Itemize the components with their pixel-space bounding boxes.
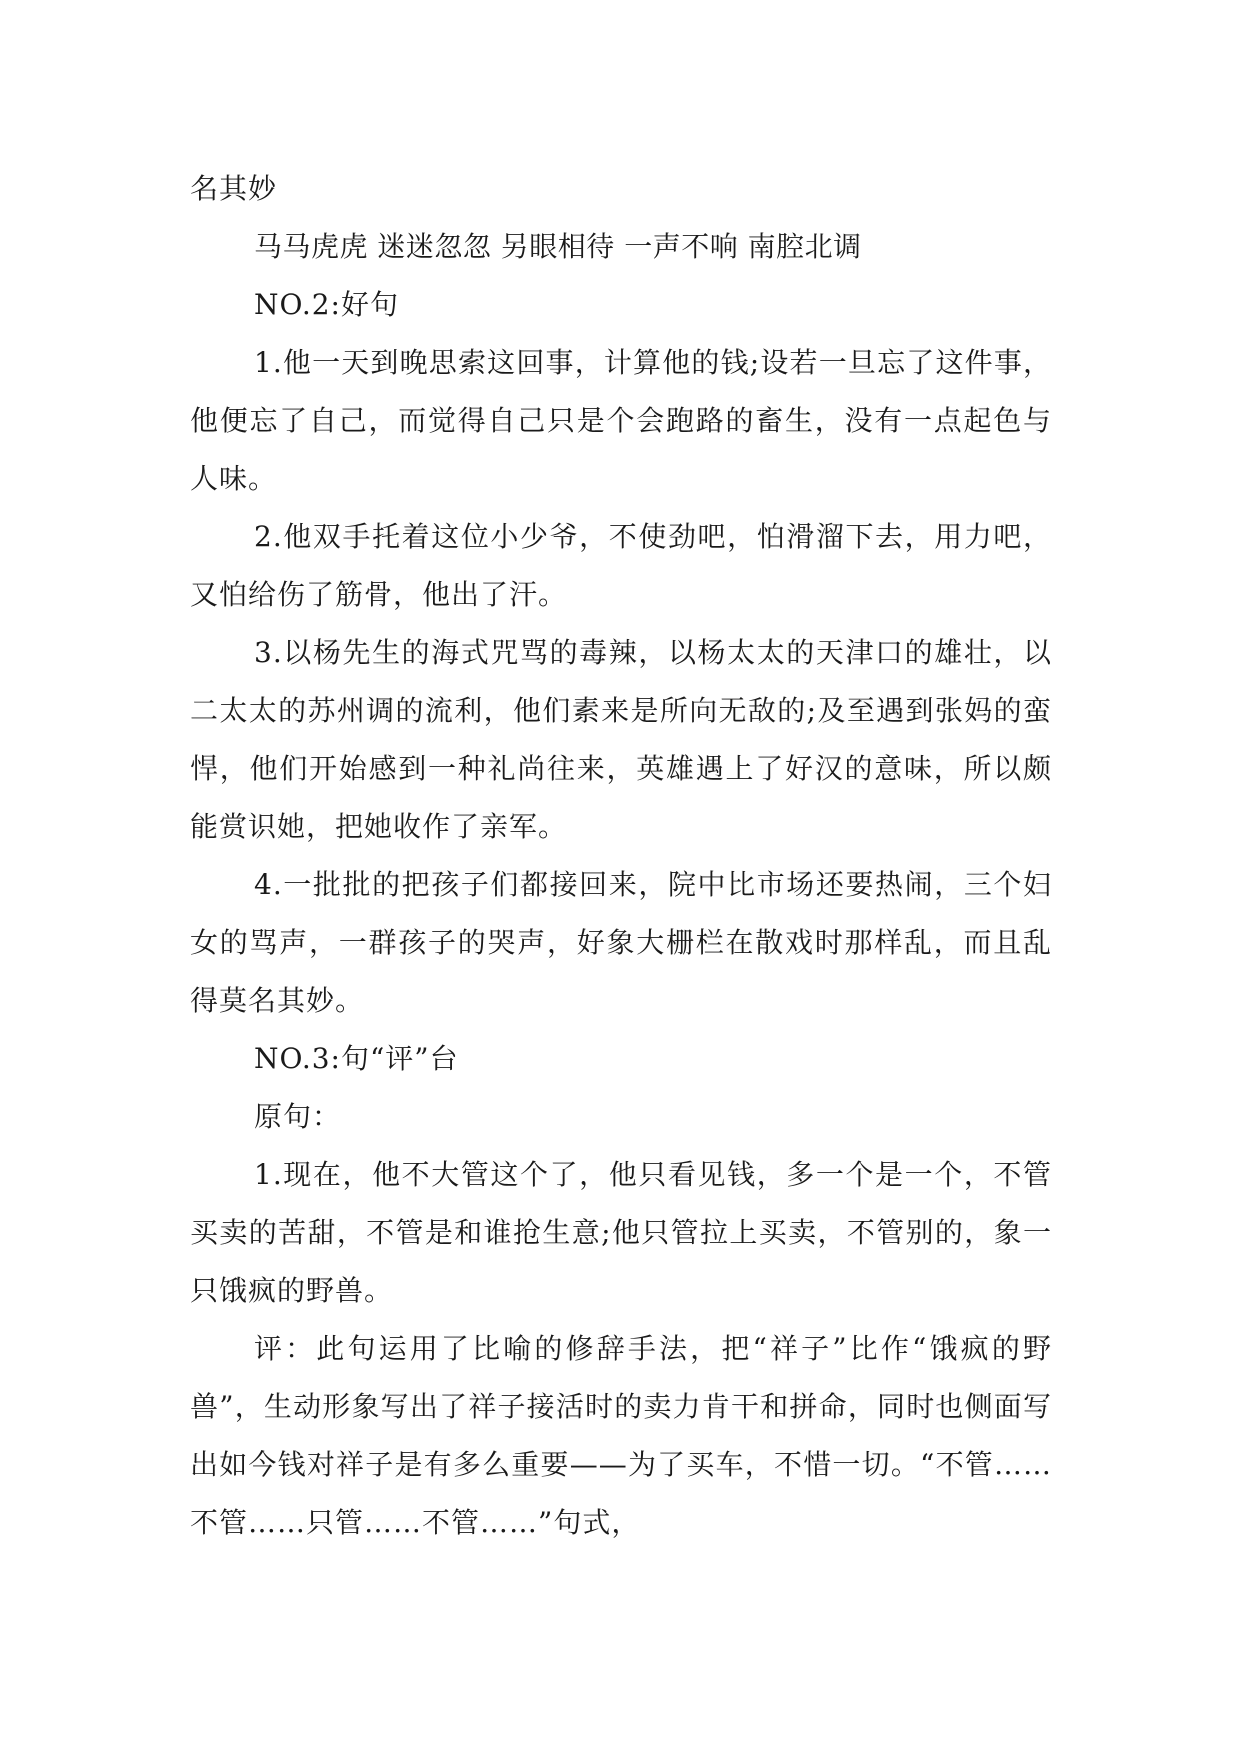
original-sentence-label: 原句：	[254, 1100, 342, 1133]
review-comment-1: 评：此句运用了比喻的修辞手法，把“祥子”比作“饿疯的野兽”，生动形象写出了祥子接活时的卖力肯干和拼命，同时也侧面写出如今钱对祥子是有多么重要——为了买车，不惜一切。“不管……不管……只管……不管……”句式，	[190, 1332, 1052, 1539]
paragraph-continuation: 名其妙	[190, 172, 278, 205]
idiom-list: 马马虎虎 迷迷忽忽 另眼相待 一声不响 南腔北调	[254, 230, 862, 263]
good-sentence-2: 2.他双手托着这位小少爷，不使劲吧，怕滑溜下去，用力吧，又怕给伤了筋骨，他出了汗。	[190, 520, 1052, 611]
original-sentence-1: 1.现在，他不大管这个了，他只看见钱，多一个是一个，不管买卖的苦甜，不管是和谁抢生意;他只管拉上买卖，不管别的，象一只饿疯的野兽。	[190, 1158, 1052, 1307]
good-sentence-4: 4.一批批的把孩子们都接回来，院中比市场还要热闹，三个妇女的骂声，一群孩子的哭声，好象大栅栏在散戏时那样乱，而且乱得莫名其妙。	[190, 868, 1052, 1017]
good-sentence-1: 1.他一天到晚思索这回事，计算他的钱;设若一旦忘了这件事，他便忘了自己，而觉得自己只是个会跑路的畜生，没有一点起色与人味。	[190, 346, 1052, 495]
good-sentence-3: 3.以杨先生的海式咒骂的毒辣，以杨太太的天津口的雄壮，以二太太的苏州调的流利，他们素来是所向无敌的;及至遇到张妈的蛮悍，他们开始感到一种礼尚往来，英雄遇上了好汉的意味，所以颇能赏识她，把她收作了亲军。	[190, 636, 1052, 843]
section-heading-sentence-review: NO.3:句“评”台	[254, 1042, 459, 1075]
document-body	[190, 160, 1052, 1552]
section-heading-good-sentences: NO.2:好句	[254, 288, 399, 321]
